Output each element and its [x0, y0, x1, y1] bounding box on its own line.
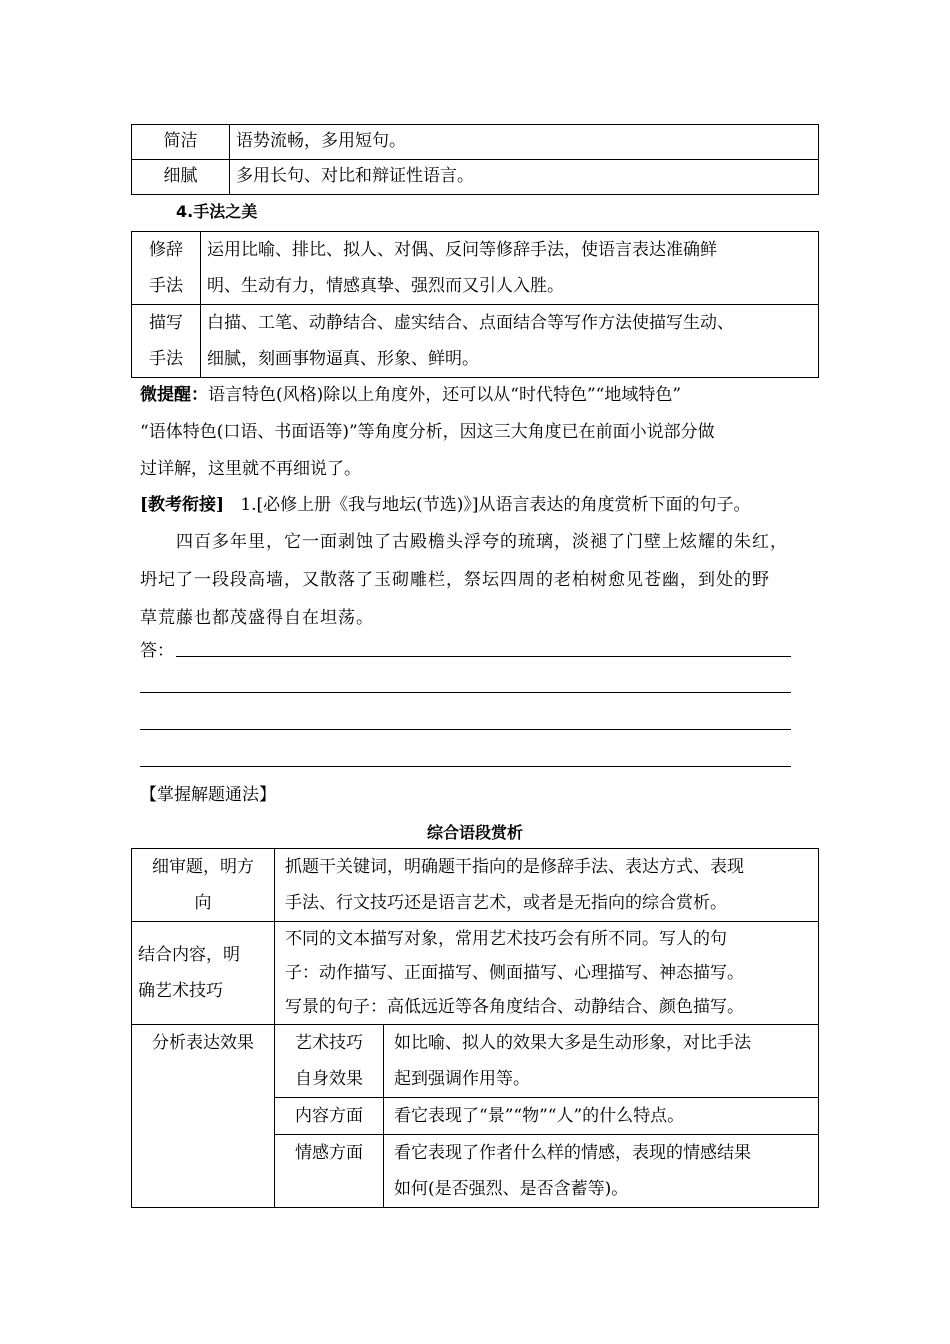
technique-name: 修辞 手法	[132, 232, 201, 305]
answer-line[interactable]	[140, 729, 791, 730]
exercise-question: [教考衔接] 1.[必修上册《我与地坛(节选)》]从语言表达的角度赏析下面的句子。	[140, 495, 751, 515]
style-desc: 语势流畅，多用短句。	[230, 125, 819, 160]
technique-table	[131, 231, 819, 378]
exercise-passage: 四百多年里，它一面剥蚀了古殿檐头浮夸的琉璃，淡褪了门壁上炫耀的朱红， 坍圮了一段段高墙，又散落了玉砌雕栏，祭坛四周的老柏树愈见苍幽，到处的野 草荒藤也都茂盛得自在坦荡。	[140, 532, 788, 628]
table-row	[132, 232, 819, 305]
table-row	[132, 922, 819, 1025]
exercise-label: [教考衔接]	[140, 495, 225, 515]
tip-line: 过详解，这里就不再细说了。	[140, 459, 361, 479]
table-row	[132, 305, 819, 378]
section-title: 4.手法之美	[176, 202, 258, 221]
technique-name: 描写 手法	[132, 305, 201, 378]
method-table	[131, 848, 819, 1208]
tip-line: 语言特色(风格)除以上角度外，还可以从“时代特色”“地域特色”	[208, 385, 682, 405]
method-sub-desc: 看它表现了作者什么样的情感，表现的情感结果 如何(是否强烈、是否含蓄等)。	[384, 1135, 819, 1208]
method-desc: 不同的文本描写对象，常用艺术技巧会有所不同。写人的句 子：动作描写、正面描写、侧面描写、心理描写、神态描写。 写景的句子：高低远近等各角度结合、动静结合、颜色描写。	[275, 922, 819, 1025]
method-sub-desc: 看它表现了“景”“物”“人”的什么特点。	[384, 1098, 819, 1135]
style-name: 细腻	[132, 160, 230, 195]
technique-desc: 白描、工笔、动静结合、虚实结合、点面结合等写作方法使描写生动、 细腻，刻画事物逼真、形象、鲜明。	[201, 305, 819, 378]
method-sub-name: 内容方面	[275, 1098, 384, 1135]
table-row	[132, 125, 819, 160]
tip-label: 微提醒：	[140, 385, 208, 405]
method-heading: 【掌握解题通法】	[140, 785, 276, 805]
method-step: 分析表达效果	[132, 1025, 275, 1208]
answer-line[interactable]	[176, 656, 791, 657]
tip-line: “语体特色(口语、书面语等)”等角度分析，因这三大角度已在前面小说部分做	[140, 422, 715, 442]
style-table	[131, 124, 819, 195]
answer-line[interactable]	[140, 692, 791, 693]
answer-label: 答：	[140, 641, 174, 661]
method-desc: 抓题干关键词，明确题干指向的是修辞手法、表达方式、表现 手法、行文技巧还是语言艺术，或者是无指向的综合赏析。	[275, 849, 819, 922]
technique-desc: 运用比喻、排比、拟人、对偶、反问等修辞手法，使语言表达准确鲜 明、生动有力，情感真挚、强烈而又引人入胜。	[201, 232, 819, 305]
method-sub-name: 情感方面	[275, 1135, 384, 1208]
method-step: 结合内容，明 确艺术技巧	[132, 922, 275, 1025]
tip-block	[140, 377, 830, 488]
table-row	[132, 160, 819, 195]
method-sub-name: 艺术技巧 自身效果	[275, 1025, 384, 1098]
table-row	[132, 849, 819, 922]
table-row	[132, 1025, 819, 1098]
style-name: 简洁	[132, 125, 230, 160]
method-sub-desc: 如比喻、拟人的效果大多是生动形象，对比手法 起到强调作用等。	[384, 1025, 819, 1098]
method-step: 细审题，明方 向	[132, 849, 275, 922]
method-title: 综合语段赏析	[426, 823, 523, 842]
style-desc: 多用长句、对比和辩证性语言。	[230, 160, 819, 195]
answer-line[interactable]	[140, 766, 791, 767]
